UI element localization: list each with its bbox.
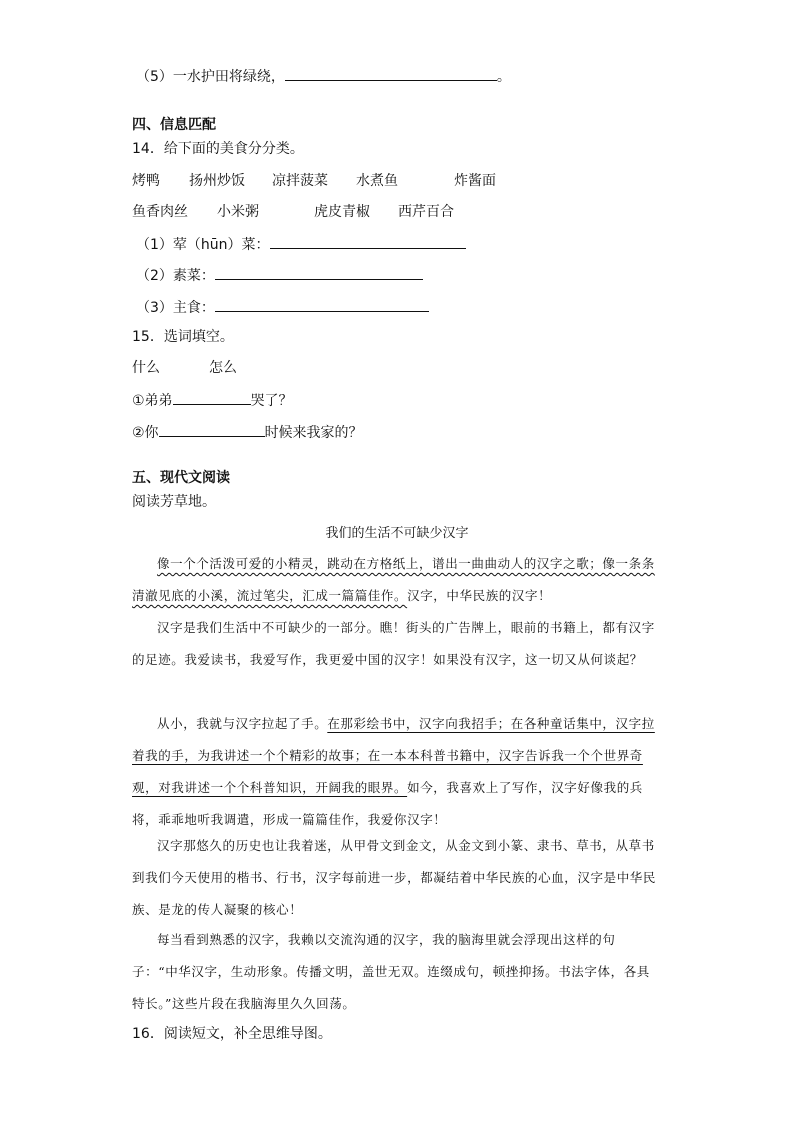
wavy-underlined-text: 像一个个活泼可爱的小精灵，跳动在方格纸上，谱出一曲曲动人的汉字之歌；像一条条清澈见底的小溪，流过笔尖，汇成一篇篇佳作。 (132, 556, 655, 603)
question-16-prompt: 16．阅读短文，补全思维导图。 (132, 1026, 332, 1042)
sentence-2-end: 时候来我家的？ (264, 425, 363, 441)
question-5-item (136, 66, 511, 86)
category-vegetable-label: （2）素菜： (136, 268, 215, 284)
question-5-end: 。 (496, 69, 511, 85)
sentence-2 (132, 422, 363, 442)
answer-blank[interactable] (270, 234, 466, 249)
answer-blank[interactable] (285, 66, 497, 81)
passage-paragraph (132, 708, 660, 836)
underlined-text: 在那彩绘书中，汉字向我招手；在各种童话集中，汉字拉着我的手，为我讲述一个个精彩的故事；在一本本科普书籍中，汉字告诉我一个个世界奇观，对我讲述一个个科普知识，开阔我的眼界。 (132, 716, 655, 795)
sentence-1 (132, 390, 293, 410)
section-5-title: 五、现代文阅读 (132, 470, 230, 486)
passage-paragraph: 汉字是我们生活中不可缺少的一部分。瞧！街头的广告牌上，眼前的书籍上，都有汉字的足迹。我爱读书，我爱写作，我更爱中国的汉字！如果没有汉字，这一切又从何谈起？ (132, 620, 655, 667)
passage-paragraph (132, 548, 660, 612)
food-item: 虎皮青椒 (314, 204, 370, 220)
question-15-prompt: 15．选词填空。 (132, 329, 234, 345)
food-item: 扬州炒饭 (189, 173, 245, 189)
food-item: 水煮鱼 (356, 173, 398, 189)
paragraph-text: 如今，我喜欢上了写作，汉字好像我的兵将，乖乖地听我调遣，形成一篇篇佳作，我爱你汉字！ (132, 780, 643, 827)
passage-title: 我们的生活不可缺少汉字 (325, 526, 469, 541)
answer-blank[interactable] (159, 422, 265, 437)
answer-blank[interactable] (215, 265, 423, 280)
sentence-1-start: ①弟弟 (132, 393, 173, 409)
question-5-label: （5）一水护田将绿绕， (136, 69, 285, 85)
food-item: 西芹百合 (398, 204, 454, 220)
question-14-prompt: 14．给下面的美食分分类。 (132, 141, 304, 157)
answer-blank[interactable] (173, 390, 251, 405)
category-staple (136, 297, 429, 317)
sentence-2-start: ②你 (132, 425, 159, 441)
section-5-intro: 阅读芳草地。 (132, 494, 216, 510)
category-meat (136, 234, 466, 254)
category-vegetable (136, 265, 423, 285)
food-item: 凉拌菠菜 (272, 173, 328, 189)
category-meat-label: （1）荤（hūn）菜： (136, 237, 270, 253)
passage-paragraph: 汉字那悠久的历史也让我着迷，从甲骨文到金文，从金文到小篆、隶书、草书，从草书到我们今天使用的楷书、行书，汉字每前进一步，都凝结着中华民族的心血，汉字是中华民族、是龙的传人凝聚的核心！ (132, 838, 657, 917)
answer-blank[interactable] (215, 297, 429, 312)
paragraph-text: 汉字，中华民族的汉字！ (407, 588, 552, 603)
passage-paragraph: 每当看到熟悉的汉字，我赖以交流沟通的汉字，我的脑海里就会浮现出这样的句子：“中华汉字，生动形象。传播文明，盖世无双。连缀成句，顿挫抑扬。书法字体，各具特长。”这些片段在我脑海里久久回荡。 (132, 932, 650, 1011)
food-item: 炸酱面 (454, 173, 496, 189)
food-item: 小米粥 (217, 204, 259, 220)
sentence-1-end: 哭了？ (250, 393, 293, 409)
category-staple-label: （3）主食： (136, 300, 215, 316)
food-item: 烤鸭 (132, 173, 160, 189)
paragraph-text: 从小，我就与汉字拉起了手。 (157, 716, 328, 731)
food-item: 鱼香肉丝 (132, 204, 188, 220)
word-choice: 什么 (132, 360, 160, 376)
section-4-title: 四、信息匹配 (132, 117, 216, 133)
word-choice: 怎么 (209, 360, 237, 376)
